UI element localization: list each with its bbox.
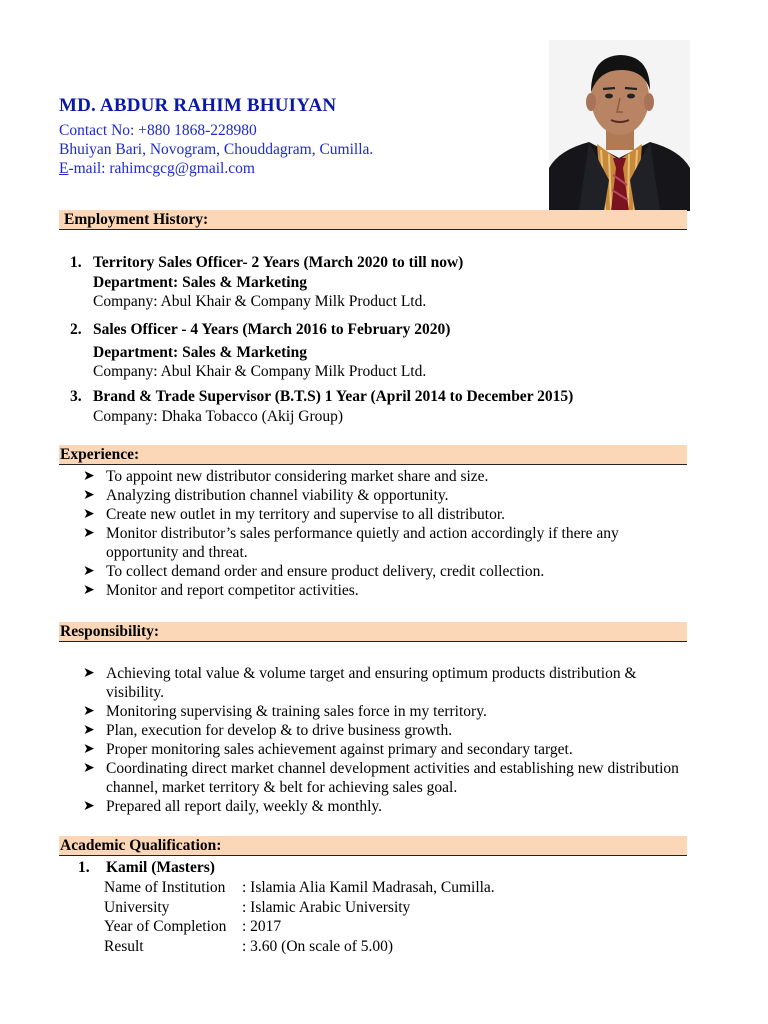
employment-company: Company: Dhaka Tobacco (Akij Group) — [93, 407, 344, 425]
employment-company: Company: Abul Khair & Company Milk Product Ltd. — [93, 293, 427, 310]
candidate-name: MD. ABDUR RAHIM BHUIYAN — [59, 95, 337, 116]
contact-email — [59, 159, 373, 178]
list-item: ➤ Prepared all report daily, weekly & monthly. — [83, 798, 383, 815]
arrowhead-bullet-icon: ➤ — [83, 526, 95, 541]
contact-block — [59, 121, 373, 178]
list-item: ➤ Coordinating direct market channel development activities and establishing new distribution channel, market territory & belt for achieving sales goal. — [83, 760, 679, 796]
employment-title: Territory Sales Officer- 2 Years (March 2020 to till now) — [93, 254, 464, 271]
profile-photo — [549, 40, 690, 211]
list-item: ➤ Analyzing distribution channel viability & opportunity. — [83, 487, 449, 504]
employment-title: Sales Officer - 4 Years (March 2016 to February 2020) — [93, 321, 451, 338]
list-item: ➤ Monitoring supervising & training sales force in my territory. — [83, 703, 487, 720]
section-title: Responsibility: — [60, 623, 160, 640]
section-employment-history — [59, 210, 687, 230]
employment-number: 3. — [70, 388, 82, 405]
arrowhead-bullet-icon: ➤ — [83, 723, 95, 738]
email-text: -mail: rahimcgcg@gmail.com — [68, 160, 255, 177]
section-title: Employment History: — [64, 211, 209, 228]
contact-phone: Contact No: +880 1868-228980 — [59, 122, 257, 139]
contact-address: Bhuiyan Bari, Novogram, Chouddagram, Cumilla. — [59, 141, 374, 158]
table-row: Result : 3.60 (On scale of 5.00) — [104, 937, 394, 955]
employment-company: Company: Abul Khair & Company Milk Product Ltd. — [93, 363, 427, 380]
arrowhead-bullet-icon: ➤ — [83, 507, 95, 522]
academic-details-table — [104, 878, 497, 956]
employment-department: Department: Sales & Marketing — [93, 273, 307, 291]
arrowhead-bullet-icon: ➤ — [83, 799, 95, 814]
email-prefix: E — [59, 160, 69, 177]
list-item: ➤ Create new outlet in my territory and supervise to all distributor. — [83, 506, 506, 523]
employment-number: 2. — [70, 321, 82, 338]
arrowhead-bullet-icon: ➤ — [83, 488, 95, 503]
employment-number: 1. — [70, 254, 82, 271]
academic-degree: Kamil (Masters) — [106, 859, 215, 876]
section-experience — [59, 445, 687, 465]
responsibility-list — [83, 664, 693, 816]
list-item: ➤ To collect demand order and ensure product delivery, credit collection. — [83, 563, 545, 580]
arrowhead-bullet-icon: ➤ — [83, 761, 95, 776]
arrowhead-bullet-icon: ➤ — [83, 666, 95, 681]
section-responsibility — [59, 622, 687, 642]
list-item: ➤ Monitor and report competitor activities. — [83, 582, 359, 599]
arrowhead-bullet-icon: ➤ — [83, 742, 95, 757]
table-row: University : Islamic Arabic University — [104, 898, 411, 916]
list-item: ➤ To appoint new distributor considering market share and size. — [83, 468, 489, 485]
list-item: ➤ Monitor distributor’s sales performance quietly and action accordingly if there any opportunity and threat. — [83, 525, 619, 561]
academic-number: 1. — [78, 859, 90, 876]
arrowhead-bullet-icon: ➤ — [83, 583, 95, 598]
table-row: Name of Institution : Islamia Alia Kamil Madrasah, Cumilla. — [104, 879, 495, 896]
table-row: Year of Completion : 2017 — [104, 918, 282, 935]
arrowhead-bullet-icon: ➤ — [83, 469, 95, 484]
list-item: ➤ Proper monitoring sales achievement against primary and secondary target. — [83, 741, 573, 758]
list-item: ➤ Achieving total value & volume target and ensuring optimum products distribution & visibility. — [83, 665, 637, 701]
arrowhead-bullet-icon: ➤ — [83, 564, 95, 579]
experience-list — [83, 467, 693, 600]
section-academic-qualification — [59, 836, 687, 856]
arrowhead-bullet-icon: ➤ — [83, 704, 95, 719]
employment-title: Brand & Trade Supervisor (B.T.S) 1 Year (April 2014 to December 2015) — [93, 388, 574, 405]
list-item: ➤ Plan, execution for develop & to drive business growth. — [83, 722, 453, 739]
section-title: Academic Qualification: — [60, 837, 222, 854]
employment-department: Department: Sales & Marketing — [93, 343, 307, 361]
section-title: Experience: — [60, 446, 140, 463]
